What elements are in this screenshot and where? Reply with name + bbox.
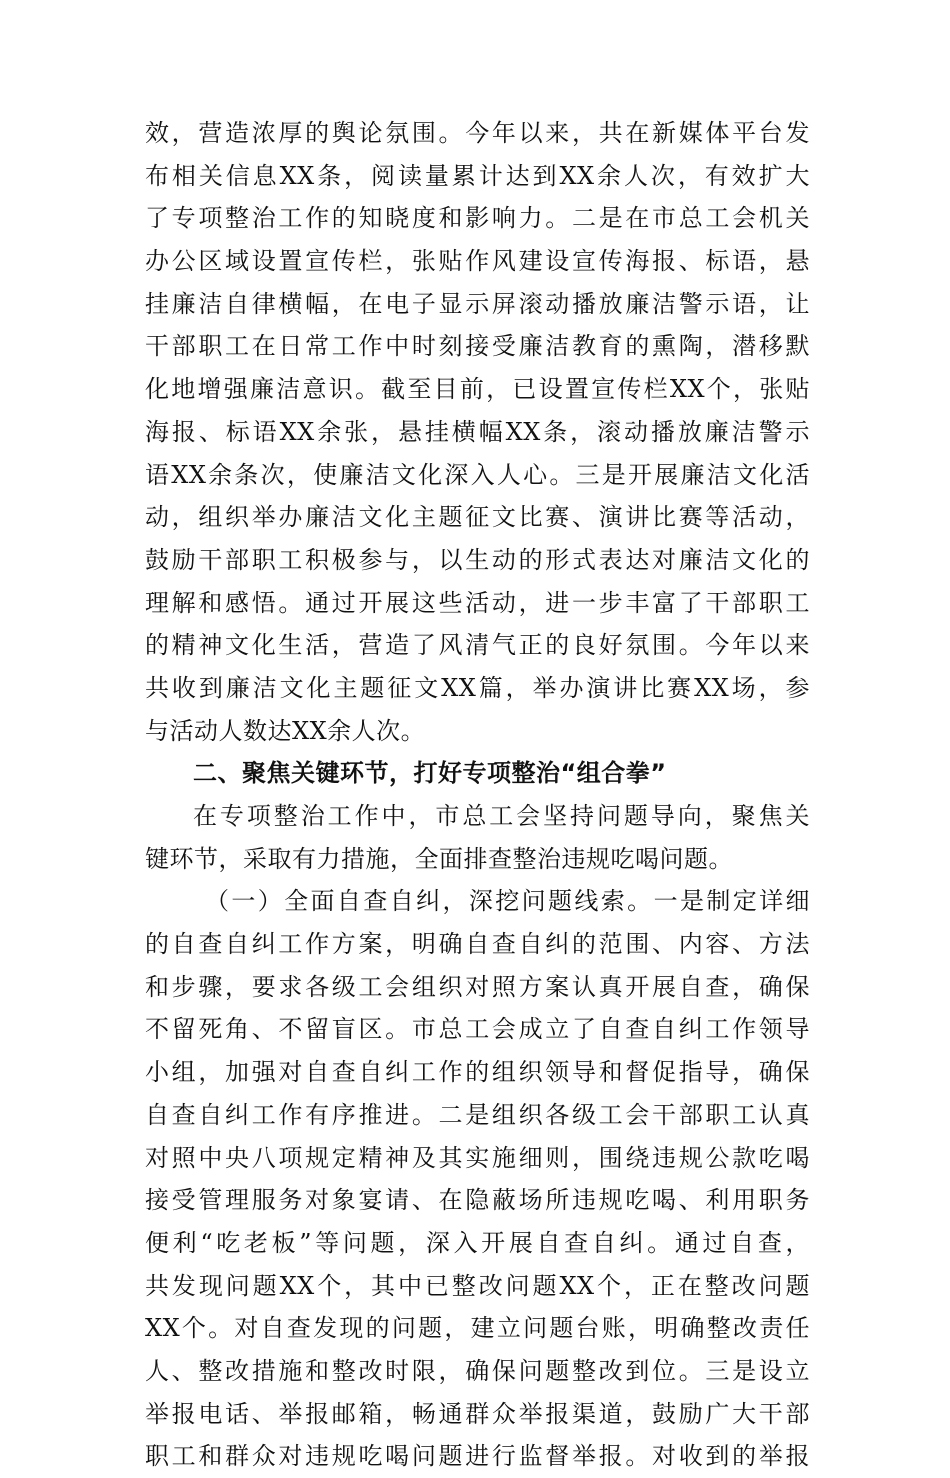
paragraph-line: 小组，加强对自查自纠工作的组织领导和督促指导，确保 — [145, 1058, 810, 1087]
subsection-line: （一）全面自查自纠，深挖问题线索。一是制定详细 — [205, 887, 810, 916]
paragraph-line: 与活动人数达XX余人次。 — [145, 716, 426, 745]
paragraph-line: 办公区域设置宣传栏，张贴作风建设宣传海报、标语，悬 — [145, 247, 810, 276]
paragraph-line: 人、整改措施和整改时限，确保问题整改到位。三是设立 — [145, 1356, 810, 1385]
paragraph-line: 海报、标语XX余张，悬挂横幅XX条，滚动播放廉洁警示 — [145, 417, 810, 446]
paragraph-line: XX个。对自查发现的问题，建立问题台账，明确整改责任 — [145, 1314, 810, 1343]
paragraph-line: 键环节，采取有力措施，全面排查整治违规吃喝问题。 — [145, 844, 733, 873]
paragraph-line: 动，组织举办廉洁文化主题征文比赛、演讲比赛等活动， — [145, 503, 810, 532]
paragraph-line: 自查自纠工作有序推进。二是组织各级工会干部职工认真 — [145, 1100, 810, 1129]
paragraph-line: 语XX余条次，使廉洁文化深入人心。三是开展廉洁文化活 — [145, 460, 810, 489]
section-heading: 二、聚焦关键环节，打好专项整治“组合拳” — [193, 759, 667, 788]
paragraph-line: 便利“吃老板”等问题，深入开展自查自纠。通过自查， — [145, 1228, 810, 1257]
paragraph-line: 了专项整治工作的知晓度和影响力。二是在市总工会机关 — [145, 204, 810, 233]
paragraph-line: 举报电话、举报邮箱，畅通群众举报渠道，鼓励广大干部 — [145, 1399, 810, 1428]
paragraph-line: 不留死角、不留盲区。市总工会成立了自查自纠工作领导 — [145, 1015, 810, 1044]
paragraph-line: 挂廉洁自律横幅，在电子显示屏滚动播放廉洁警示语，让 — [145, 289, 810, 318]
paragraph-line: 接受管理服务对象宴请、在隐蔽场所违规吃喝、利用职务 — [145, 1186, 810, 1215]
paragraph-line: 和步骤，要求各级工会组织对照方案认真开展自查，确保 — [145, 972, 810, 1001]
paragraph-line: 布相关信息XX条，阅读量累计达到XX余人次，有效扩大 — [145, 161, 810, 190]
paragraph-line: 共收到廉洁文化主题征文XX篇，举办演讲比赛XX场，参 — [145, 673, 810, 702]
paragraph-line: 效，营造浓厚的舆论氛围。今年以来，共在新媒体平台发 — [145, 119, 810, 147]
paragraph-line: 干部职工在日常工作中时刻接受廉洁教育的熏陶，潜移默 — [145, 332, 810, 361]
paragraph-line: 共发现问题XX个，其中已整改问题XX个，正在整改问题 — [145, 1271, 810, 1300]
paragraph-line: 化地增强廉洁意识。截至目前，已设置宣传栏XX个，张贴 — [145, 375, 810, 404]
paragraph-line: 鼓励干部职工积极参与，以生动的形式表达对廉洁文化的 — [145, 545, 810, 574]
paragraph-line: 在专项整治工作中，市总工会坚持问题导向，聚焦关 — [193, 802, 810, 830]
paragraph-line: 的自查自纠工作方案，明确自查自纠的范围、内容、方法 — [145, 930, 810, 959]
paragraph-line: 职工和群众对违规吃喝问题进行监督举报。对收到的举报 — [145, 1442, 810, 1471]
paragraph-line: 对照中央八项规定精神及其实施细则，围绕违规公款吃喝 — [145, 1143, 810, 1172]
paragraph-line: 理解和感悟。通过开展这些活动，进一步丰富了干部职工 — [145, 588, 810, 617]
document-body — [145, 112, 810, 1478]
paragraph-line: 的精神文化生活，营造了风清气正的良好氛围。今年以来 — [145, 631, 810, 660]
